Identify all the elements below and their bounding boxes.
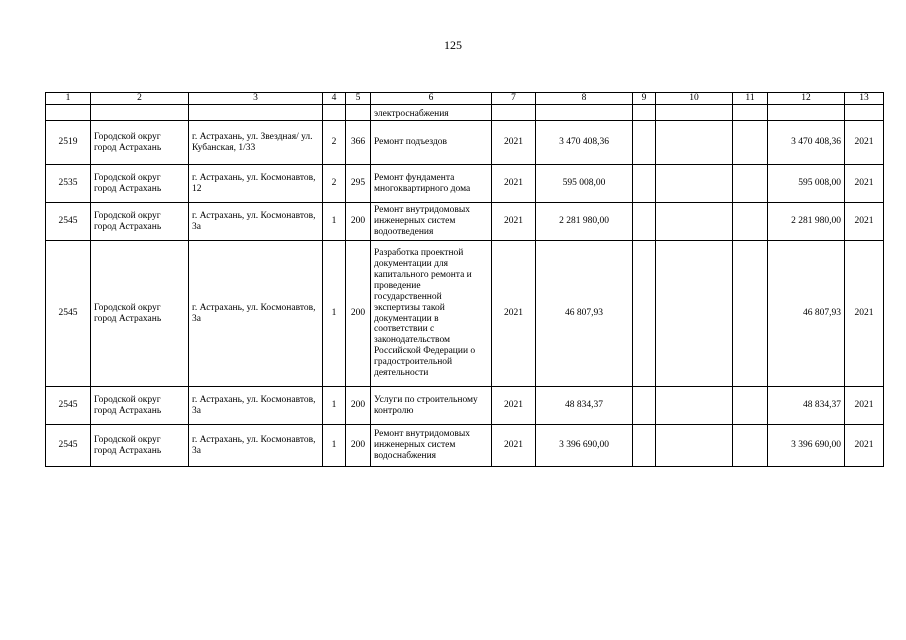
col-11-value: [733, 425, 768, 467]
continuation-row: [46, 105, 884, 121]
floor-area: 200: [346, 425, 371, 467]
col-9-value: [633, 241, 656, 387]
col-10-value: [656, 387, 733, 425]
column-number: 8: [536, 93, 633, 105]
col-10-value: [656, 121, 733, 165]
completion-year: 2021: [845, 165, 884, 203]
municipality: Городской округ город Астрахань: [91, 165, 189, 203]
municipality: Городской округ город Астрахань: [91, 241, 189, 387]
continuation-text: электроснабжения: [371, 105, 492, 121]
column-number: 3: [189, 93, 323, 105]
column-number: 6: [371, 93, 492, 105]
col-11-value: [733, 121, 768, 165]
total-cost: 3 396 690,00: [536, 425, 633, 467]
funding-amount: 3 470 408,36: [768, 121, 845, 165]
municipality: Городской округ город Астрахань: [91, 425, 189, 467]
column-number-row: [46, 93, 884, 105]
object-number: 2545: [46, 387, 91, 425]
col-11-value: [733, 165, 768, 203]
col-11-value: [733, 203, 768, 241]
funding-amount: 46 807,93: [768, 241, 845, 387]
total-cost: 46 807,93: [536, 241, 633, 387]
object-number: 2519: [46, 121, 91, 165]
column-number: 1: [46, 93, 91, 105]
col-10-value: [656, 241, 733, 387]
column-number: 4: [323, 93, 346, 105]
year: 2021: [492, 241, 536, 387]
col-9-value: [633, 203, 656, 241]
funding-amount: 48 834,37: [768, 387, 845, 425]
object-number: 2545: [46, 425, 91, 467]
col-9-value: [633, 121, 656, 165]
object-number: 2545: [46, 241, 91, 387]
column-number: 7: [492, 93, 536, 105]
column-number: 2: [91, 93, 189, 105]
column-number: 11: [733, 93, 768, 105]
total-cost: 2 281 980,00: [536, 203, 633, 241]
work-type: Ремонт фундамента многоквартирного дома: [371, 165, 492, 203]
work-type: Ремонт подъездов: [371, 121, 492, 165]
address: г. Астрахань, ул. Звездная/ ул. Кубанская, 1/33: [189, 121, 323, 165]
floor-area: 366: [346, 121, 371, 165]
entrance-count: 2: [323, 165, 346, 203]
floor-area: 295: [346, 165, 371, 203]
address: г. Астрахань, ул. Космонавтов, 3а: [189, 203, 323, 241]
table-row: [46, 121, 884, 165]
table-row: [46, 387, 884, 425]
column-number: 5: [346, 93, 371, 105]
col-9-value: [633, 425, 656, 467]
municipality: Городской округ город Астрахань: [91, 203, 189, 241]
work-type: Услуги по строительному контролю: [371, 387, 492, 425]
table-body: [46, 121, 884, 467]
floor-area: 200: [346, 203, 371, 241]
table-row: [46, 203, 884, 241]
col-11-value: [733, 387, 768, 425]
entrance-count: 2: [323, 121, 346, 165]
year: 2021: [492, 387, 536, 425]
col-10-value: [656, 203, 733, 241]
work-type: Разработка проектной документации для капитального ремонта и проведение государственной экспертизы такой документации в соответствии с законодательством Российской Федерации о градостроительной деятельности: [371, 241, 492, 387]
year: 2021: [492, 203, 536, 241]
entrance-count: 1: [323, 203, 346, 241]
completion-year: 2021: [845, 121, 884, 165]
total-cost: 595 008,00: [536, 165, 633, 203]
funding-amount: 595 008,00: [768, 165, 845, 203]
completion-year: 2021: [845, 425, 884, 467]
col-11-value: [733, 241, 768, 387]
municipality: Городской округ город Астрахань: [91, 387, 189, 425]
table-row: [46, 241, 884, 387]
floor-area: 200: [346, 241, 371, 387]
col-10-value: [656, 165, 733, 203]
completion-year: 2021: [845, 203, 884, 241]
funding-amount: 2 281 980,00: [768, 203, 845, 241]
column-number: 13: [845, 93, 884, 105]
entrance-count: 1: [323, 241, 346, 387]
work-type: Ремонт внутридомовых инженерных систем водоотведения: [371, 203, 492, 241]
col-9-value: [633, 387, 656, 425]
entrance-count: 1: [323, 425, 346, 467]
table-row: [46, 425, 884, 467]
entrance-count: 1: [323, 387, 346, 425]
address: г. Астрахань, ул. Космонавтов, 3а: [189, 241, 323, 387]
column-number: 10: [656, 93, 733, 105]
municipality: Городской округ город Астрахань: [91, 121, 189, 165]
completion-year: 2021: [845, 241, 884, 387]
object-number: 2535: [46, 165, 91, 203]
work-type: Ремонт внутридомовых инженерных систем водоснабжения: [371, 425, 492, 467]
page-number: 125: [444, 38, 462, 52]
address: г. Астрахань, ул. Космонавтов, 12: [189, 165, 323, 203]
address: г. Астрахань, ул. Космонавтов, 3а: [189, 387, 323, 425]
object-number: 2545: [46, 203, 91, 241]
completion-year: 2021: [845, 387, 884, 425]
floor-area: 200: [346, 387, 371, 425]
year: 2021: [492, 165, 536, 203]
column-number: 9: [633, 93, 656, 105]
col-10-value: [656, 425, 733, 467]
year: 2021: [492, 425, 536, 467]
address: г. Астрахань, ул. Космонавтов, 3а: [189, 425, 323, 467]
repair-program-table: [45, 92, 884, 467]
year: 2021: [492, 121, 536, 165]
column-number: 12: [768, 93, 845, 105]
total-cost: 48 834,37: [536, 387, 633, 425]
total-cost: 3 470 408,36: [536, 121, 633, 165]
funding-amount: 3 396 690,00: [768, 425, 845, 467]
col-9-value: [633, 165, 656, 203]
table-row: [46, 165, 884, 203]
